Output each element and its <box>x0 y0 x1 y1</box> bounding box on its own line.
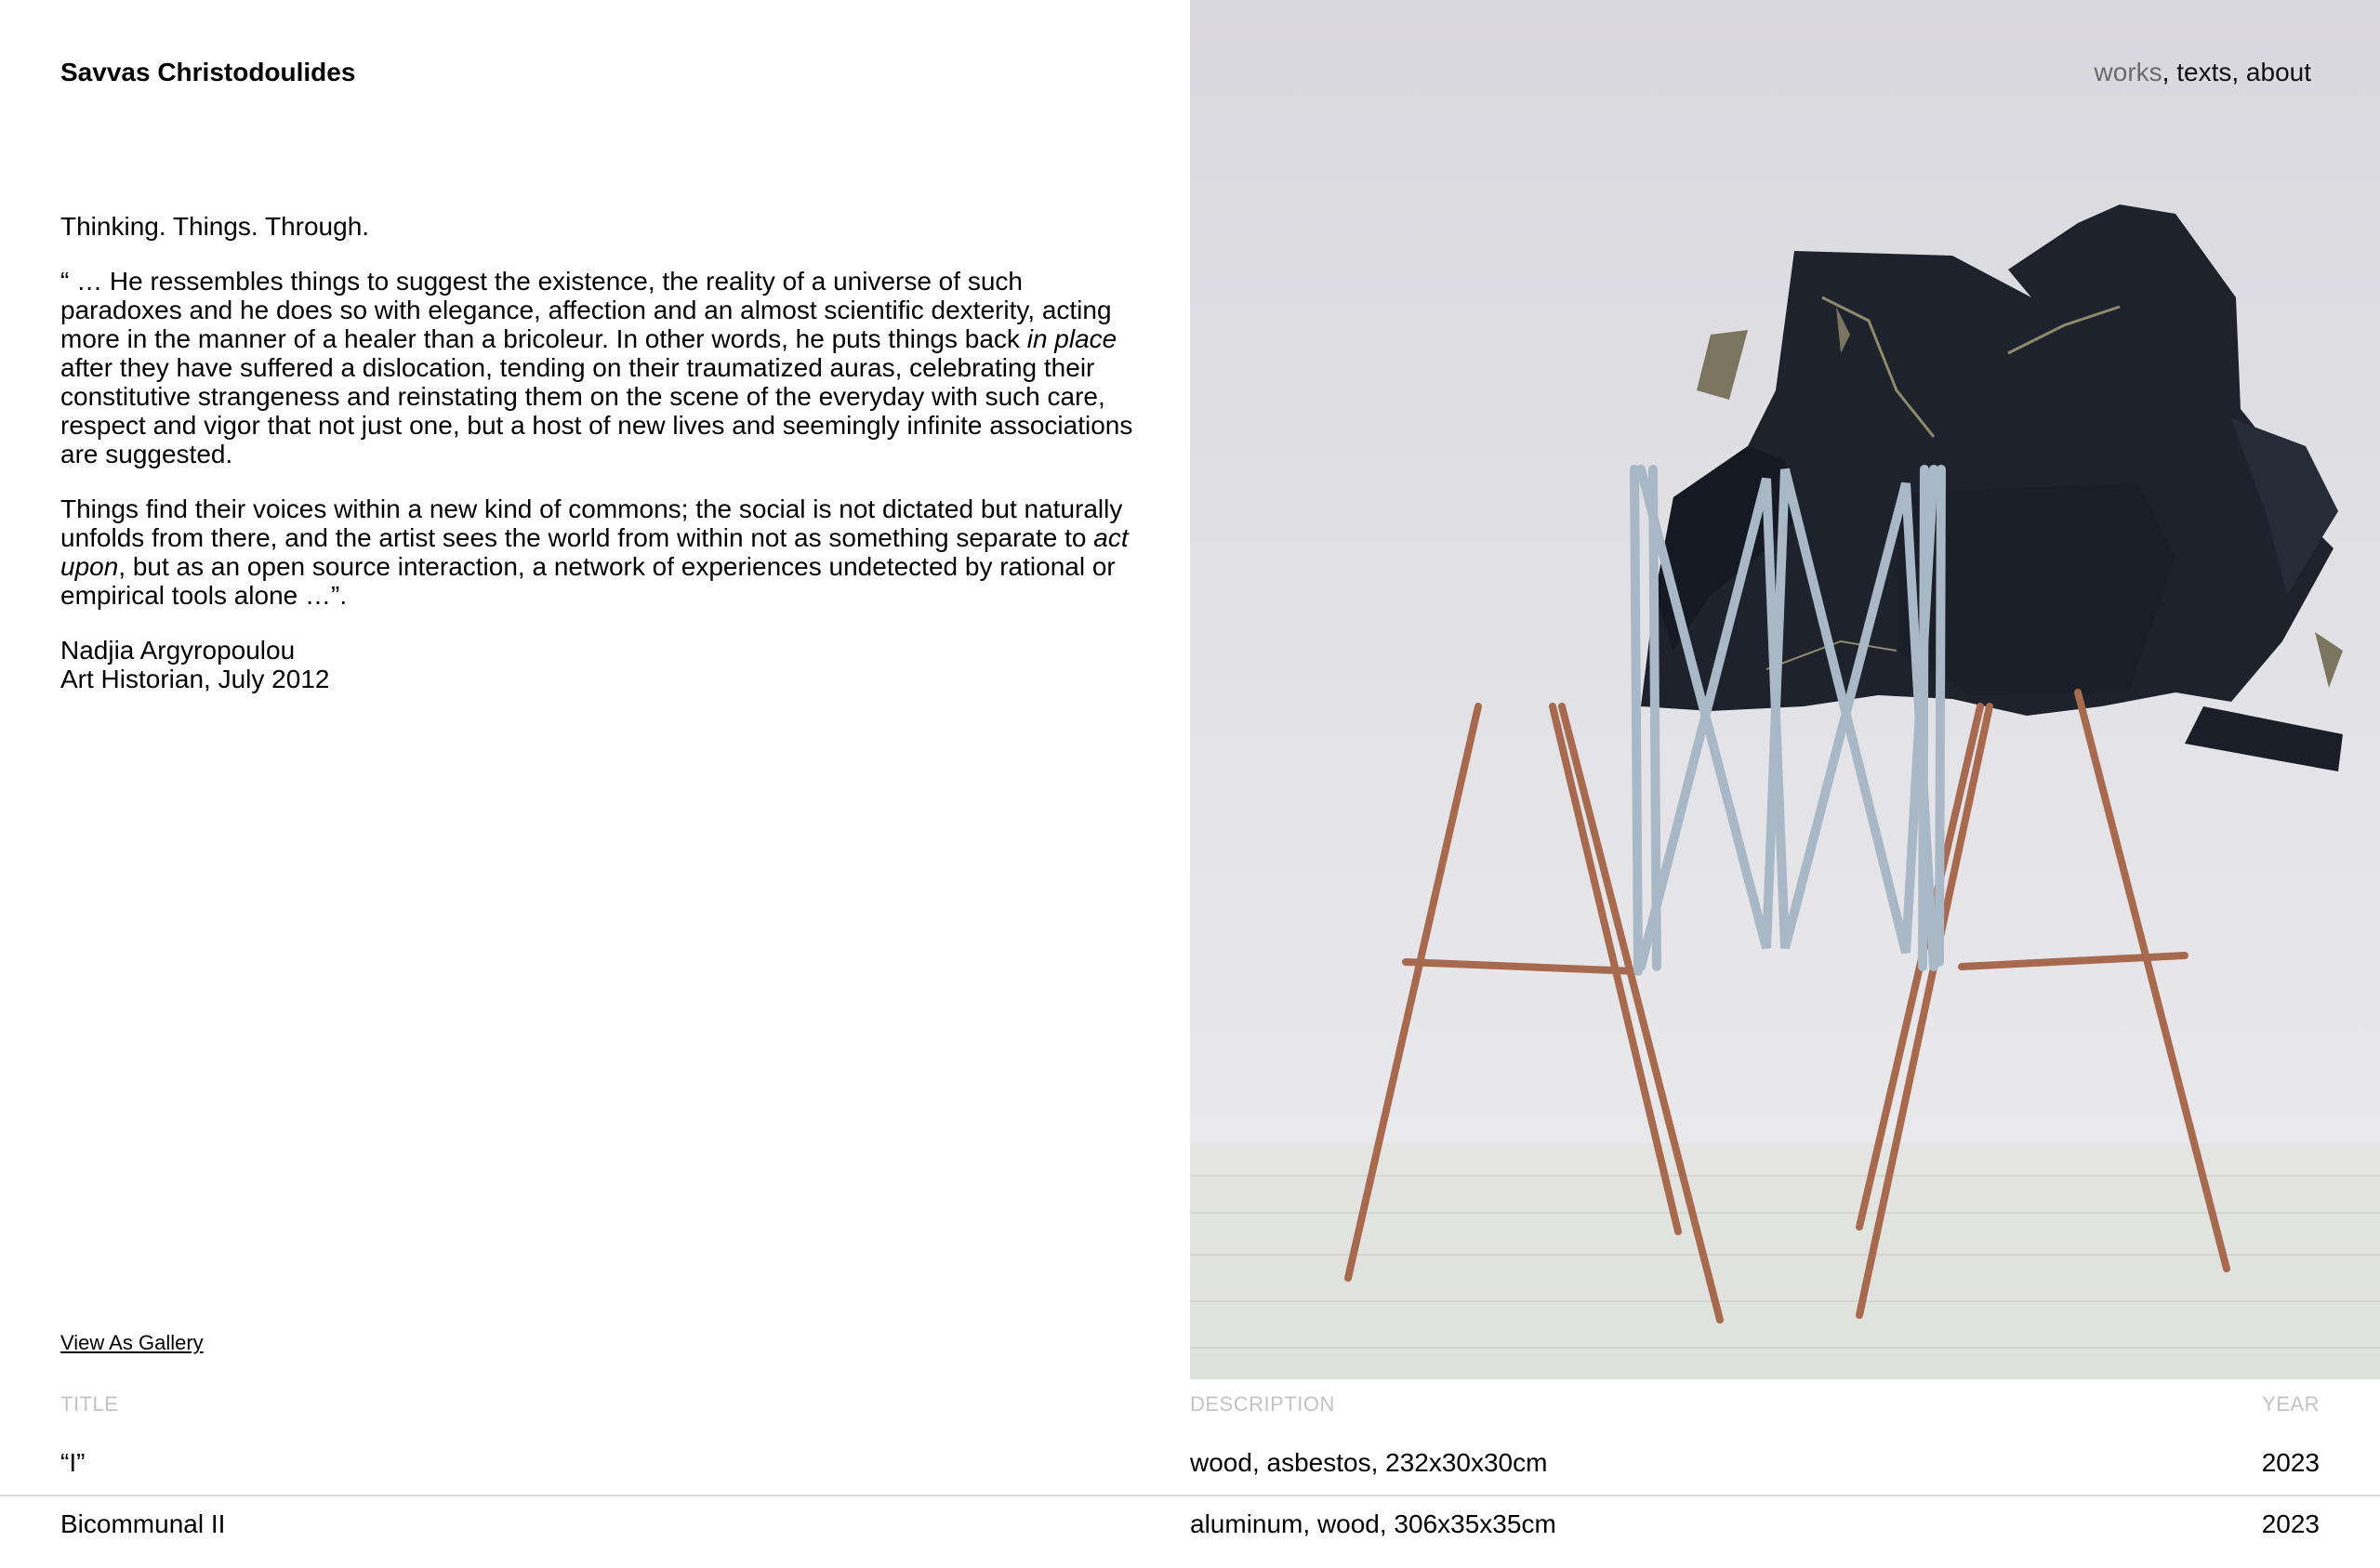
quote-text: after they have suffered a dislocation, tending on their traumatized auras, celebrating their constitutive strangeness and reinstating them on the scene of the everyday with such care, respect and vigor that not just one, but a host of new lives and seemingly infinite associations are suggested. <box>60 353 1133 468</box>
quote-emphasis: act upon <box>60 523 1129 581</box>
nav-works-link[interactable]: works <box>2094 58 2162 86</box>
works-table-header <box>0 1392 2380 1420</box>
work-description: wood, asbestos, 232x30x30cm <box>1190 1448 1548 1477</box>
nav-separator: , <box>2162 58 2177 86</box>
work-year: 2023 <box>2261 1509 2320 1538</box>
table-row[interactable] <box>0 1447 2380 1507</box>
left-column <box>0 0 1190 1379</box>
quote-emphasis: in place <box>1026 324 1117 353</box>
nav-texts-link[interactable]: texts <box>2176 58 2232 86</box>
site-title[interactable]: Savvas Christodoulides <box>60 58 356 86</box>
author-role: Art Historian, July 2012 <box>60 665 330 693</box>
quote-text: Things find their voices within a new kind of commons; the social is not dictated but naturally unfolds from there, and the artist sees the world from within not as something separate to <box>60 494 1123 552</box>
work-title: Bicommunal II <box>60 1509 226 1538</box>
main-nav <box>2095 56 2311 89</box>
intro-text <box>60 212 1139 719</box>
column-header-year[interactable]: YEAR <box>2262 1392 2320 1416</box>
quote-paragraph-1 <box>60 267 1139 468</box>
column-header-description[interactable]: DESCRIPTION <box>1190 1392 1335 1416</box>
nav-about-link[interactable]: about <box>2245 58 2311 86</box>
row-divider <box>0 1495 2380 1496</box>
quote-text: , but as an open source interaction, a network of experiences undetected by rational or empirical tools alone …”. <box>60 552 1116 610</box>
sculpture-image <box>1190 0 2380 1379</box>
work-year: 2023 <box>2261 1448 2320 1477</box>
view-as-gallery-link[interactable]: View As Gallery <box>60 1331 204 1354</box>
quote-paragraph-2 <box>60 494 1139 610</box>
author-name: Nadjia Argyropoulou <box>60 636 296 665</box>
artwork-photo[interactable] <box>1190 0 2380 1379</box>
nav-separator: , <box>2231 58 2246 86</box>
quote-attribution <box>60 636 1139 693</box>
quote-text: “ … He ressembles things to suggest the existence, the reality of a universe of such paradoxes and he does so with elegance, affection and an almost scientific dexterity, acting more in the manner of a healer than a bricoleur. In other words, he puts things back <box>60 267 1112 353</box>
work-description: aluminum, wood, 306x35x35cm <box>1190 1509 1556 1538</box>
tagline: Thinking. Things. Through. <box>60 212 370 241</box>
column-header-title[interactable]: TITLE <box>60 1392 119 1416</box>
work-title: “I” <box>60 1448 86 1477</box>
table-row[interactable] <box>0 1509 2380 1568</box>
